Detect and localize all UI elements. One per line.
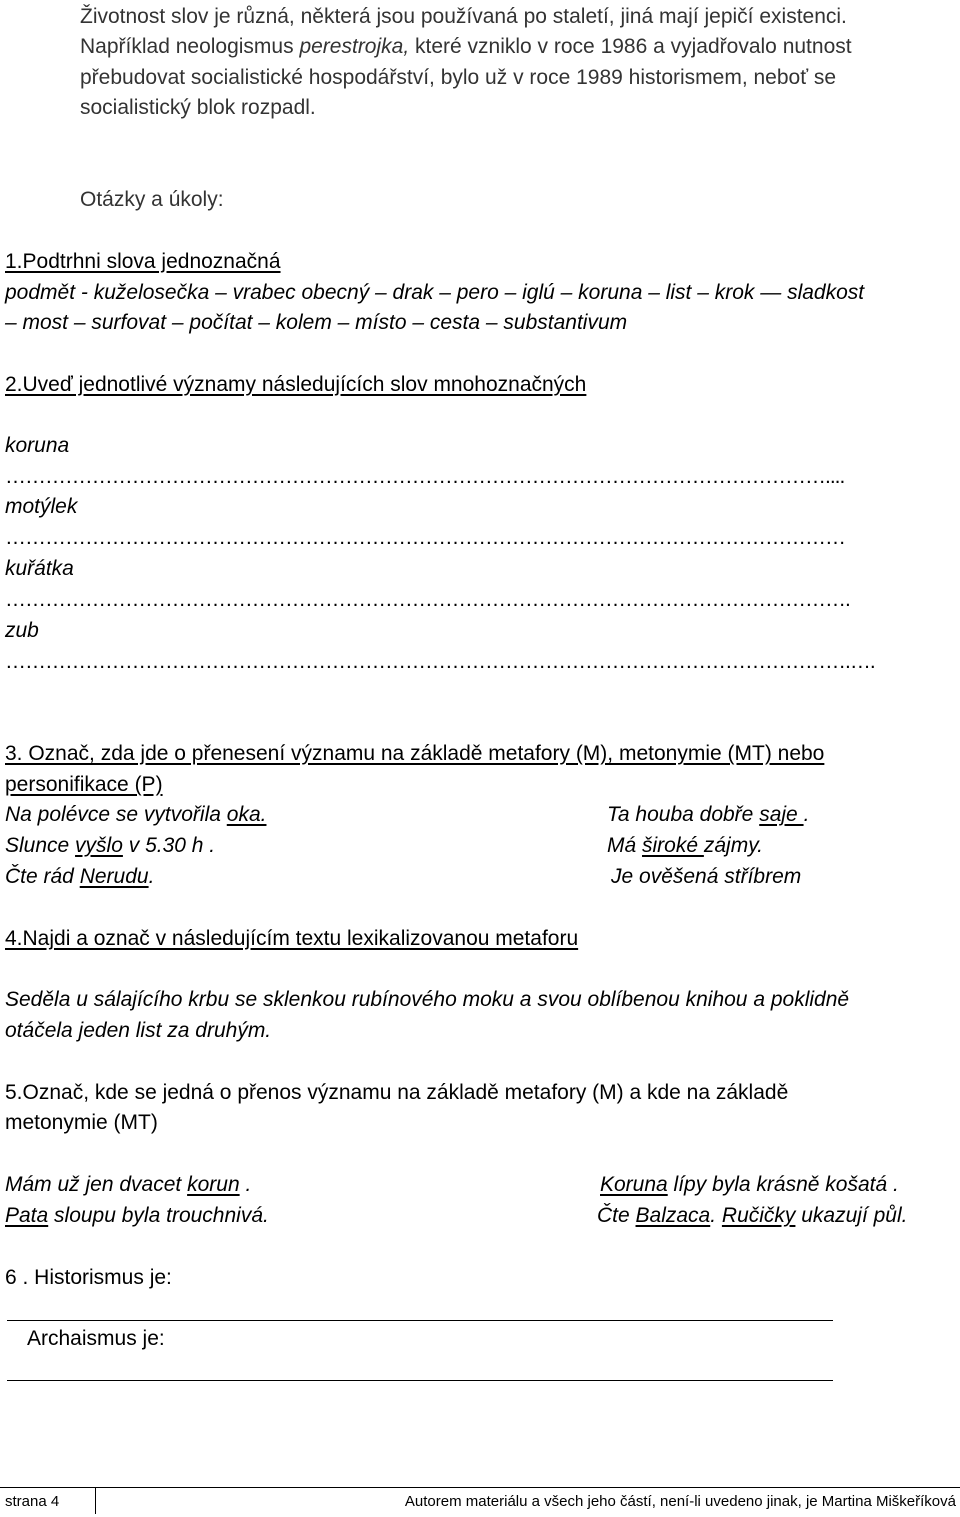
q6-archaismus-label: Archaismus je: <box>27 1327 165 1350</box>
q2-blank-4: ……………………………………………………………………………………………………………….…. <box>5 650 875 673</box>
footer-separator <box>95 1488 96 1514</box>
q3-text: v 5.30 h . <box>122 834 216 857</box>
q2-blank-3: ………………………………………………………………………………………………………………. <box>5 588 850 611</box>
footer-divider <box>0 1487 960 1488</box>
q3-text: Čte rád <box>5 865 80 888</box>
q5-title-line-2: metonymie (MT) <box>5 1111 158 1134</box>
q5-text: Mám už jen dvacet <box>5 1173 188 1196</box>
q2-title: 2.Uveď jednotlivé významy následujících slov mnohoznačných <box>5 373 587 396</box>
q6-answer-line-2 <box>7 1380 833 1381</box>
q2-word-motylek: motýlek <box>5 495 78 518</box>
q5-underlined-word: Pata <box>5 1204 49 1227</box>
q3-sentence-right-3: Je ověšená stříbrem <box>611 865 802 888</box>
q2-word-zub: zub <box>5 619 39 642</box>
q5-underlined-word: korun <box>187 1173 240 1196</box>
questions-heading: Otázky a úkoly: <box>80 188 224 211</box>
q3-text: Na polévce se vytvořila <box>5 803 227 826</box>
q3-sentence-right-1 <box>607 802 809 828</box>
footer-author: Autorem materiálu a všech jeho částí, není-li uvedeno jinak, je Martina Miškeříková <box>404 1493 956 1510</box>
q5-sentence-left-1 <box>5 1172 251 1198</box>
q3-text: Ta houba dobře <box>607 803 760 826</box>
intro-line-2 <box>80 34 852 60</box>
q3-underlined-word: vyšlo <box>75 834 123 857</box>
intro-term-perestrojka: perestrojka, <box>299 35 410 58</box>
q5-underlined-word: Ručičky <box>721 1204 796 1227</box>
q5-text: sloupu byla trouchnivá. <box>48 1204 269 1227</box>
q3-sentence-left-1 <box>5 802 266 828</box>
q5-sentence-right-2 <box>597 1203 908 1229</box>
q3-underlined-word: Nerudu <box>79 865 149 888</box>
q2-word-koruna: koruna <box>5 434 70 457</box>
q3-text: Slunce <box>5 834 76 857</box>
q5-underlined-word: Koruna <box>600 1173 668 1196</box>
intro-line-4: socialistický blok rozpadl. <box>80 96 316 119</box>
q6-title: 6 . Historismus je: <box>5 1266 172 1289</box>
q3-text: zájmy. <box>703 834 763 857</box>
q5-text: . <box>710 1204 722 1227</box>
intro-text: Například neologismus <box>80 35 300 58</box>
q3-underlined-word: saje <box>759 803 804 826</box>
q1-words-line-2: – most – surfovat – počítat – kolem – místo – cesta – substantivum <box>5 311 628 334</box>
q3-sentence-right-2 <box>607 833 763 859</box>
q3-underlined-word: široké <box>642 834 704 857</box>
q3-underlined-word: oka. <box>226 803 267 826</box>
q6-answer-line-1 <box>7 1320 833 1321</box>
q2-word-kuratka: kuřátka <box>5 557 74 580</box>
q5-text: Čte <box>597 1204 636 1227</box>
q5-underlined-word: Balzaca <box>635 1204 711 1227</box>
q4-text-line-1: Seděla u sálajícího krbu se sklenkou rubínového moku a svou oblíbenou knihou a poklidně <box>5 988 850 1011</box>
q4-text-line-2: otáčela jeden list za druhým. <box>5 1019 272 1042</box>
intro-text: které vzniklo v roce 1986 a vyjadřovalo nutnost <box>409 35 852 58</box>
footer-page-number: strana 4 <box>5 1493 60 1510</box>
q3-text: . <box>148 865 155 888</box>
q5-sentence-right-1 <box>600 1172 899 1198</box>
q5-sentence-left-2 <box>5 1203 269 1229</box>
q5-title-line-1: 5.Označ, kde se jedná o přenos významu na základě metafory (M) a kde na základě <box>5 1081 789 1104</box>
q2-blank-1: …………………………………………………………………………………………………………….... <box>5 465 845 488</box>
q3-sentence-left-2 <box>5 833 215 859</box>
q3-sentence-left-3 <box>5 864 154 890</box>
q3-title-line-1: 3. Označ, zda jde o přenesení významu na základě metafory (M), metonymie (MT) nebo <box>5 742 825 765</box>
q1-title: 1.Podtrhni slova jednoznačná <box>5 250 281 273</box>
intro-line-3: přebudovat socialistické hospodářství, bylo už v roce 1989 historismem, neboť se <box>80 66 837 89</box>
q5-text: ukazují půl. <box>795 1204 908 1227</box>
q1-words-line-1: podmět - kuželosečka – vrabec obecný – drak – pero – iglú – koruna – list – krok — sladkost <box>5 281 865 304</box>
q3-text: . <box>803 803 810 826</box>
q5-text: . <box>239 1173 252 1196</box>
q2-blank-2: ……………………………………………………………………………………………………………… <box>5 526 845 549</box>
q3-title-line-2: personifikace (P) <box>5 773 163 796</box>
intro-line-1: Životnost slov je různá, některá jsou používaná po staletí, jiná mají jepičí existenci. <box>80 5 847 28</box>
q3-text: Má <box>607 834 643 857</box>
q4-title: 4.Najdi a označ v následujícím textu lexikalizovanou metaforu <box>5 927 579 950</box>
q5-text: lípy byla krásně košatá . <box>667 1173 899 1196</box>
